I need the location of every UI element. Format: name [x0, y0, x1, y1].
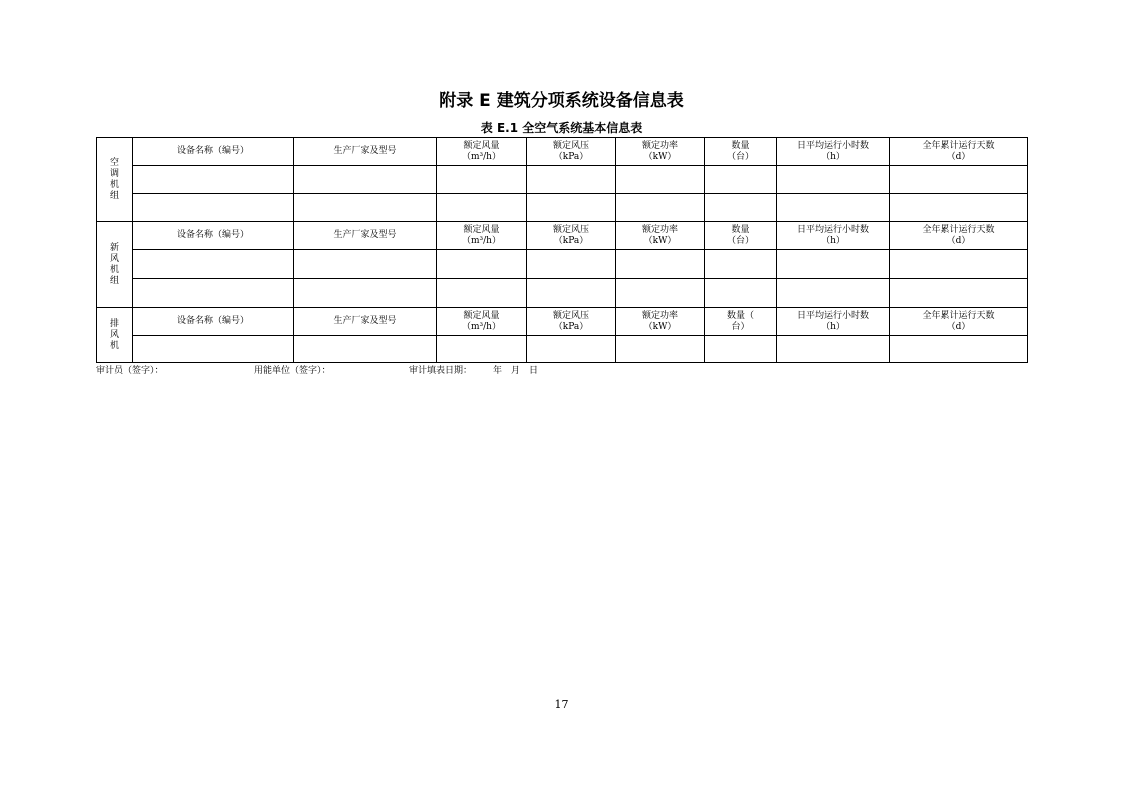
column-header-line: 生产厂家及型号: [333, 146, 397, 156]
column-header: [437, 138, 527, 166]
column-header: [777, 222, 890, 250]
entry-cell[interactable]: [527, 166, 616, 194]
page-number: 17: [554, 698, 569, 711]
entry-cell[interactable]: [890, 194, 1028, 222]
entry-cell[interactable]: [705, 279, 777, 308]
column-header-line: 全年累计运行天数: [922, 224, 995, 235]
column-header-line: （kW）: [643, 321, 677, 332]
column-header-line: 额定风压: [552, 224, 589, 235]
column-header: [890, 138, 1028, 166]
entry-cell[interactable]: [705, 250, 777, 279]
entry-cell[interactable]: [616, 279, 705, 308]
column-header: [527, 138, 616, 166]
column-header-line: 全年累计运行天数: [922, 310, 995, 321]
entry-cell[interactable]: [133, 194, 294, 222]
column-header-line: （m³/h）: [462, 235, 501, 246]
section-label-char: 新: [109, 242, 119, 253]
appendix-title: 附录 E 建筑分项系统设备信息表: [439, 91, 684, 111]
column-header: [705, 138, 777, 166]
entry-cell[interactable]: [777, 279, 890, 308]
column-header: [133, 308, 294, 336]
entry-cell[interactable]: [890, 336, 1028, 363]
column-header: [705, 308, 777, 336]
entry-cell[interactable]: [705, 336, 777, 363]
column-header-line: 日平均运行小时数: [796, 224, 869, 235]
column-header-line: （h）: [821, 235, 845, 246]
column-header-line: 数量: [731, 224, 750, 235]
entry-cell[interactable]: [437, 336, 527, 363]
column-header-line: （h）: [821, 151, 845, 162]
column-header-line: 设备名称（编号）: [176, 316, 249, 326]
section-label-char: 组: [109, 275, 119, 286]
column-header-line: 额定功率: [641, 310, 678, 321]
column-header: [294, 308, 437, 336]
section-label-char: 风: [109, 329, 119, 340]
column-header: [294, 138, 437, 166]
section-label-char: 组: [109, 190, 119, 201]
column-header: [705, 222, 777, 250]
column-header: [890, 222, 1028, 250]
entry-cell[interactable]: [777, 194, 890, 222]
fill-date-label: 审计填表日期：: [409, 366, 473, 376]
column-header-line: 设备名称（编号）: [176, 230, 249, 240]
entry-cell[interactable]: [294, 336, 437, 363]
section-label: [97, 308, 133, 363]
column-header-line: 设备名称（编号）: [176, 146, 249, 156]
entry-cell[interactable]: [294, 279, 437, 308]
column-header-line: （kW）: [643, 235, 677, 246]
section-label-char: 机: [109, 264, 119, 275]
entry-cell[interactable]: [890, 166, 1028, 194]
column-header-line: （d）: [946, 151, 971, 162]
column-header-line: （台）: [726, 151, 754, 162]
column-header-line: （kPa）: [553, 235, 589, 246]
column-header: [616, 222, 705, 250]
column-header-line: 生产厂家及型号: [333, 230, 397, 240]
column-header: [437, 308, 527, 336]
entry-cell[interactable]: [616, 250, 705, 279]
column-header-line: 全年累计运行天数: [922, 140, 995, 151]
entry-cell[interactable]: [437, 279, 527, 308]
column-header-line: 数量: [731, 140, 750, 151]
unit-signature-label: 用能单位（签字）：: [254, 366, 331, 376]
column-header: [616, 138, 705, 166]
entry-cell[interactable]: [527, 250, 616, 279]
column-header-line: （kPa）: [553, 321, 589, 332]
column-header: [133, 138, 294, 166]
column-header-line: （d）: [946, 321, 971, 332]
entry-cell[interactable]: [294, 194, 437, 222]
entry-cell[interactable]: [437, 194, 527, 222]
section-label: [97, 222, 133, 308]
column-header: [527, 308, 616, 336]
entry-cell[interactable]: [777, 166, 890, 194]
column-header-line: 额定风压: [552, 310, 589, 321]
column-header-line: （kW）: [643, 151, 677, 162]
column-header: [616, 308, 705, 336]
section-label-char: 调: [109, 168, 119, 179]
entry-cell[interactable]: [616, 166, 705, 194]
entry-cell[interactable]: [616, 336, 705, 363]
entry-cell[interactable]: [437, 166, 527, 194]
entry-cell[interactable]: [616, 194, 705, 222]
column-header: [437, 222, 527, 250]
column-header-line: （kPa）: [553, 151, 589, 162]
section-header-row: [97, 222, 1028, 250]
data-entry-row: [97, 194, 1028, 222]
entry-cell[interactable]: [705, 194, 777, 222]
column-header-line: 额定风量: [463, 310, 500, 321]
entry-cell[interactable]: [777, 250, 890, 279]
entry-cell[interactable]: [294, 250, 437, 279]
column-header-line: 日平均运行小时数: [796, 310, 869, 321]
data-entry-row: [97, 166, 1028, 194]
section-header-row: [97, 308, 1028, 336]
entry-cell[interactable]: [133, 166, 294, 194]
fill-date-fields: 年 月 日: [493, 366, 539, 376]
entry-cell[interactable]: [133, 279, 294, 308]
section-label: [97, 138, 133, 222]
column-header-line: 额定风量: [463, 140, 500, 151]
column-header-line: 日平均运行小时数: [796, 140, 869, 151]
column-header-line: 额定功率: [641, 224, 678, 235]
data-entry-row: [97, 336, 1028, 363]
column-header-line: （m³/h）: [462, 321, 501, 332]
entry-cell[interactable]: [890, 279, 1028, 308]
entry-cell[interactable]: [527, 279, 616, 308]
data-entry-row: [97, 250, 1028, 279]
column-header-line: 台）: [731, 321, 750, 332]
column-header-line: （m³/h）: [462, 151, 501, 162]
column-header: [133, 222, 294, 250]
column-header: [777, 138, 890, 166]
equipment-info-table: [96, 137, 1028, 363]
data-entry-row: [97, 279, 1028, 308]
section-label-char: 机: [109, 179, 119, 190]
column-header-line: 额定风量: [463, 224, 500, 235]
column-header-line: 数量（: [726, 310, 754, 321]
section-header-row: [97, 138, 1028, 166]
column-header: [777, 308, 890, 336]
entry-cell[interactable]: [890, 250, 1028, 279]
entry-cell[interactable]: [133, 336, 294, 363]
column-header-line: （h）: [821, 321, 845, 332]
column-header: [527, 222, 616, 250]
auditor-signature-label: 审计员（签字）：: [96, 366, 164, 376]
column-header: [294, 222, 437, 250]
table-caption: 表 E.1 全空气系统基本信息表: [480, 121, 643, 135]
column-header-line: （d）: [946, 235, 971, 246]
column-header-line: （台）: [726, 235, 754, 246]
column-header-line: 生产厂家及型号: [333, 316, 397, 326]
column-header-line: 额定功率: [641, 140, 678, 151]
section-label-char: 风: [109, 253, 119, 264]
entry-cell[interactable]: [527, 336, 616, 363]
entry-cell[interactable]: [133, 250, 294, 279]
entry-cell[interactable]: [777, 336, 890, 363]
entry-cell[interactable]: [294, 166, 437, 194]
column-header: [890, 308, 1028, 336]
column-header-line: 额定风压: [552, 140, 589, 151]
section-label-char: 空: [109, 157, 119, 168]
entry-cell[interactable]: [527, 194, 616, 222]
section-label-char: 机: [109, 340, 119, 351]
section-label-char: 排: [109, 318, 119, 329]
entry-cell[interactable]: [437, 250, 527, 279]
entry-cell[interactable]: [705, 166, 777, 194]
